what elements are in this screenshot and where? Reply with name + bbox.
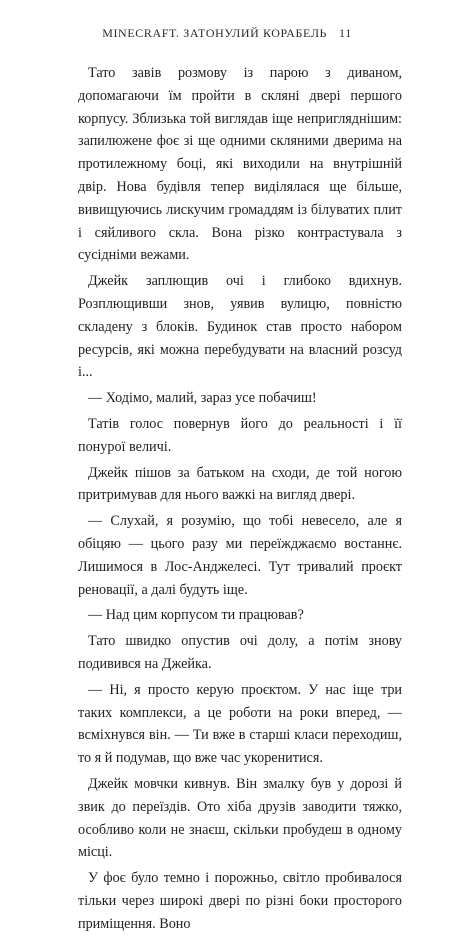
paragraph: Джейк пішов за батьком на сходи, де той ногою притримував для нього важкі на вигляд двері.: [78, 464, 402, 504]
paragraph: Джейк заплющив очі і глибоко вдихнув. Розплющивши знов, уявив вулицю, повністю складену з блоків. Будинок став просто набором ресурсів, які можна перебудувати на власний розсуд і...: [78, 273, 402, 381]
paragraph: Джейк мовчки кивнув. Він змалку був у дорозі й звик до переїздів. Ото хіба друзів заводити тяжко, особливо коли не знаєш, скільки пробудеш в одному місці.: [78, 775, 402, 861]
paragraph: Тато завів розмову із парою з диваном, допомагаючи їм пройти в скляні двері першого корпусу. Зблизька той виглядав іще непригляднішим: запилюжене фоє зі ще одними скляними дверима на протилежному боці, які виходили на внутрішній двір. Нова будівля тепер виділялася ще більше, вивищуючись лискучим громаддям із білуватих плит і сяйливого скла. Вона різко контрастувала з сусідніми вежами.: [78, 65, 402, 264]
paragraph: — Над цим корпусом ти працював?: [88, 607, 304, 624]
page-body: [78, 62, 402, 938]
running-title: MINECRAFT. ЗАТОНУЛИЙ КОРАБЕЛЬ: [102, 26, 328, 40]
paragraph: Татів голос повернув його до реальності і її понурої величі.: [78, 415, 402, 455]
paragraph: У фоє було темно і порожньо, світло пробивалося тільки через широкі двері по різні боки просторого приміщення. Воно: [78, 870, 402, 932]
page-number: 11: [339, 26, 352, 40]
running-header: [0, 26, 454, 41]
paragraph: — Слухай, я розумію, що тобі невесело, але я обіцяю — цього разу ми переїжджаємо востаннє. Лишимося в Лос-Анджелесі. Тут тривалий проєкт реновації, а далі будуть іще.: [78, 513, 402, 598]
paragraph: — Ні, я просто керую проєктом. У нас іще три таких комплекси, а це роботи на роки вперед, — всміхнувся він. — Ти вже в старші класи переходиш, то я й подумав, що вже час укоренитися.: [78, 681, 402, 767]
paragraph: — Ходімо, малий, зараз усе побачиш!: [88, 390, 317, 407]
paragraph: Тато швидко опустив очі долу, а потім знову подивився на Джейка.: [78, 633, 402, 672]
